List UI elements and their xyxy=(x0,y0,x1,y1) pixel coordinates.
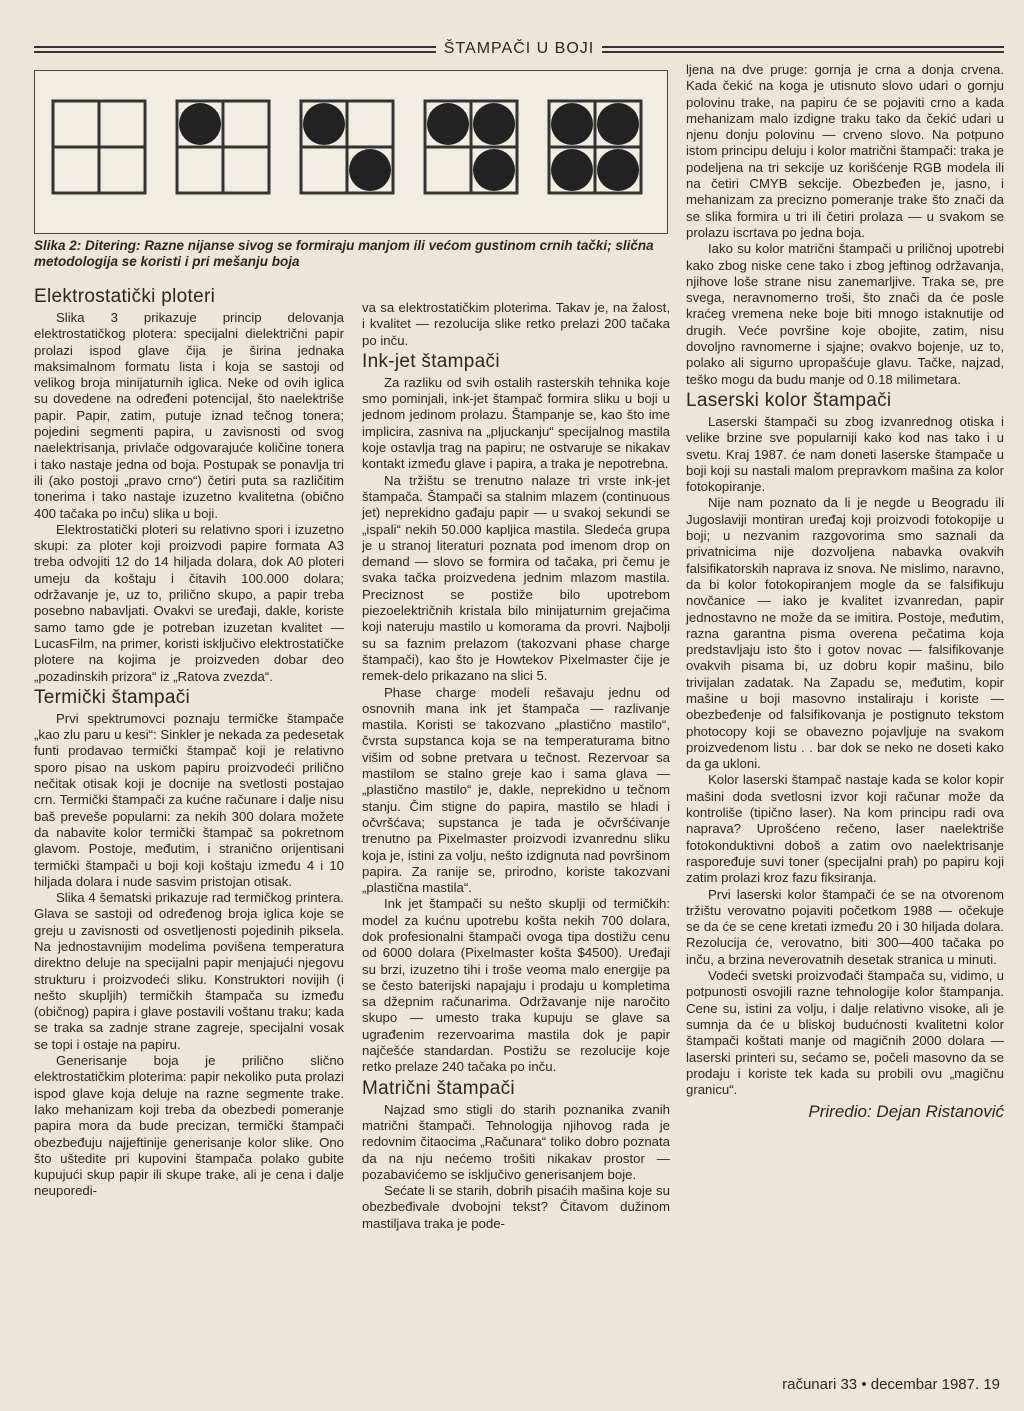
paragraph: Za razliku od svih ostalih rasterskih tehnika koje smo pominjali, ink-jet štampač formira sliku u boji u jednom jedinom prolazu. Štampanje se, kao što ime implicira, zasniva na „pljuckanju“ specijalnog mastila koje ostavlja trag na papiru; ne ostvaruje se nikakav kontakt između glave i papira, a traka je nepotrebna. xyxy=(362,374,670,472)
grid-cell xyxy=(53,101,99,147)
paragraph: va sa elektrostatičkim ploterima. Takav je, na žalost, i kvalitet — rezolucija slike retko prelazi 200 tačaka po inču. xyxy=(362,300,670,348)
paragraph: Na tržištu se trenutno nalaze tri vrste ink-jet štampača. Štampači sa stalnim mlazem (continuous jet) neprekidno gađaju papir — u svakoj sekundi se „ispali“ nekih 50.000 kapljica mastila. Sledeća grupa je u stranoj literaturi poznata pod imenom drop on demand — slovo se formira od tačaka, pri čemu je svaka tačka proizvedena jednim mlazom mastila. Preciznost se postiže bilo upotrebom piezoelektričnih kristala bilo minijaturnim grejačima koji nateruju mastilo u komorama da provri. Najbolji su sa faznim prelazom (takozvani phase charge štampači), kao što je Howtekov Pixelmaster čije je remek-delo prikazano na slici 5. xyxy=(362,472,670,684)
paragraph: Elektrostatički ploteri su relativno spori i izuzetno skupi: za ploter koji proizvodi papire formata A3 treba odvojiti 12 do 14 hiljada dolara, dok A0 ploteri umeju da koštaju i čitavih 100.000 dolara; održavanje je, uz to, prilično skupo, a papir treba posebno nabavljati. Ovakvi se uređaji, dakle, koriste samo tamo gde je potreban izuzetan kvalitet — LucasFilm, na primer, koristi isključivo elektrostatičke plotere na kojima je proizveden dobar deo „pozadinskih prizora“ iz „Ratova zvezda“. xyxy=(34,521,344,684)
paragraph: Slika 4 šematski prikazuje rad termičkog printera. Glava se sastoji od određenog broja iglica koje se greju u zavisnosti od osvetljenosti pojedinih piksela. Na jednostavnijim modelima povišena temperatura direktno deluje na specijalni papir menjajući njegovu strukturu i proizvodeći sliku. Konstruktori novijih (i nešto skupljih) termičkih štampača su između (običnog) papira i glave postavili voštanu traku; kada se traka sa zadnje strane zagreje, specijalni vosak se topi i ostaje na papiru. xyxy=(34,890,344,1052)
heading-matrix: Matrični štampači xyxy=(362,1077,515,1099)
paragraph: Prvi laserski kolor štampači će se na otvorenom tržištu verovatno pojaviti početkom 1988 — očekuje se da će se cene kretati između 20 i 30 hiljada dolara. Rezolucija će, verovatno, biti 300—400 tačaka po inču, a brzina neverovatnih desetak stranica u minuti. xyxy=(686,886,1004,967)
paragraph: Najzad smo stigli do starih poznanika zvanih matrični štampači. Tehnologija njihovog rada je redovnim čitaocima „Računara“ toliko dobro poznata da na nju nećemo trošiti nikakav prostor — pozabavićemo se isključivo generisanjem boje. xyxy=(362,1101,670,1182)
dither-dot xyxy=(349,149,391,191)
dither-grid xyxy=(301,101,393,193)
grid-cell xyxy=(301,147,347,193)
grid-cell xyxy=(223,147,269,193)
header-rule-right xyxy=(602,46,1004,53)
grid-cell xyxy=(99,101,145,147)
paragraph: Vodeći svetski proizvođači štampača su, vidimo, u potpunosti osvojili razne tehnologije kolor štampanja. Cene su, istini za volju, i dalje relativno visoke, ali je sumnja da će u bliskoj budućnosti kvalitetni kolor štampači koštati manje od magičnih 2000 dolara — laserski printeri su, sećamo se, počeli masovno da se prodaju i koriste tek kada su probili ovu „magičnu granicu“. xyxy=(686,968,1004,1098)
header-rule-left xyxy=(34,46,436,53)
dither-grid xyxy=(425,101,517,193)
paragraph: Prvi spektrumovci poznaju termičke štampače „kao zlu paru u kesi“: Sinkler je nekada za pedesetak funti prodavao termički štampač koji je relativno sporo pisao na uskom papiru proizvodeći prilično nečitak otisak koji je docnije na svetlosti postajao crn. Termički štampači za kućne računare i dalje nisu baš preveše popularni: za nekih 300 dolara možete da nabavite kolor termički štampač sa pokretnom glavom. Postoje, međutim, i stranično orijentisani termički štampači u boji koji koštaju između 4 i 10 hiljada dolara i nude sasvim pristojan otisak. xyxy=(34,710,344,889)
paragraph: Slika 3 prikazuje princip delovanja elektrostatičkog plotera: specijalni dielektrični papir prolazi ispod glave čija je širina jednaka maksimalnom formatu lista i koja se sastoji od velikog broja minijaturnih iglica. Neke od ovih iglica su dovedene na određeni potencijal, što naelektriše papir. Papir, zatim, putuje iznad tečnog tonera; pojedini segmenti papira, u zavisnosti od svog naelektrisanja, privlače odgovarajuće količine tonera i tako nastaje jedna od boja. Postupak se ponavlja tri ili (ako postoji „pravo crno“) četiri puta sa različitim tonerima i tako nastaje izuzetno kvalitetna (obično 400 tačaka po inču) slika u boji. xyxy=(34,310,344,521)
author-signature: Priredio: Dejan Ristanović xyxy=(808,1102,1004,1122)
dither-dot xyxy=(473,103,515,145)
paragraph: Kolor laserski štampač nastaje kada se kolor kopir mašini doda svetlosni izvor koji računar može da kontroliše (tipično laser). Na kom principu radi ova naprava? Uprošćeno rečeno, laser naelektriše fotokonduktivni doboš a zatim ovo naelektrisanje raspoređuje suvi toner (specijalni prah) po papiru koji zatim prolazi kroz fazu fiksiranja. xyxy=(686,772,1004,886)
grid-cell xyxy=(53,147,99,193)
section-title: ŠTAMPAČI U BOJI xyxy=(443,40,595,57)
grid-cell xyxy=(177,147,223,193)
column-1 xyxy=(34,284,344,1200)
dither-grid xyxy=(549,101,641,193)
page-footer: računari 33 • decembar 1987. 19 xyxy=(782,1376,1000,1393)
dither-dot xyxy=(427,103,469,145)
paragraph: Laserski štampači su zbog izvanrednog otiska i velike brzine sve popularniji kako kod nas tako i u svetu. Kraj 1987. će nam doneti laserske štampače u boji koji su nastali malom prepravkom mašina za kolor fotokopiranje. xyxy=(686,413,1004,495)
paragraph: ljena na dve pruge: gornja je crna a donja crvena. Kada čekić na koga je utisnuto slovo udari o gornju polovinu trake, na papiru će se pojaviti crno a kada mehanizam malo izdigne traku tako da čekić udari u njenu donju polovinu — crveno slovo. Na potpuno istom principu deluju i kolor matrični štampači: traka je podeljena na tri sekcije uz korišćenje RGB modela ili na četiri CMYB sekcije. Obezbeđen je, jasno, i mehanizam za precizno pomeranje trake što znači da se slika formira u tri ili četiri prolaza — u svakom se prolazu iscrtava po jedna boja. xyxy=(686,62,1004,240)
paragraph: Ink jet štampači su nešto skuplji od termičkih: model za kućnu upotrebu košta nekih 700 dolara, dok profesionalni štampači ovoga tipa dostižu cenu od 6000 dolara (Pixelmaster košta $4500). Uređaji su brzi, izuzetno tihi i troše veoma malo energije pa se često baterijski napajaju i prodaju u kompletima sa džepnim računarima. Održavanje nije naročito skupo — umesto traka kupuju se glave sa ugrađenim rezervoarima mastila dok je papir najčešće standardan. Postižu se rezolucije koje retko prelaze 240 tačaka po inču. xyxy=(362,896,670,1075)
dithering-figure xyxy=(34,70,668,234)
paragraph: Iako su kolor matrični štampači u priličnoj upotrebi kako zbog niske cene tako i zbog jeftinog održavanja, njihove loše strane nisu zanemarljive. Traka se, pre svega, neravnomerno troši, što znači da će posle kraćeg vremena neke boje biti mnogo istaknutije od drugih. Veće površine koje obojite, zatim, nisu dovoljno ravnomerne i sjajne; ovakvo bojenje, uz to, polako ali sigurno upropašćuje glavu. Tačke, najzad, teško mogu da budu manje od 0.18 milimetara. xyxy=(686,241,1004,387)
grid-cell xyxy=(425,147,471,193)
dither-dot xyxy=(551,149,593,191)
dither-grid xyxy=(177,101,269,193)
column-2 xyxy=(362,300,670,1232)
grid-cell xyxy=(347,101,393,147)
dither-dot xyxy=(303,103,345,145)
paragraph: Sećate li se starih, dobrih pisaćih mašina koje su obezbeđivale dvobojni tekst? Čitavom dužinom mastiljava traka je pode- xyxy=(362,1183,670,1231)
dithering-grids xyxy=(35,71,667,233)
paragraph: Phase charge modeli rešavaju jednu od osnovnih mana ink jet štampača — razlivanje mastila. Koristi se takozvano „plastično mastilo“, čvrsta supstanca koja se na temperaturama bitno višim od sobne pretvara u tečnost. Rezervoar sa mastilom se stalno greje kao i sama glava — „plastično mastilo“ je, dakle, neprekidno u tečnom stanju. Čim stigne do papira, mastilo se hladi i očvršćava; supstanca je tada je očvršćivanje trenutno pa Pixelmaster proizvodi izvanrednu sliku koja je, istini za volju, nešto izdignuta nad površinom papira. Za ranije se, prirodno, koriste takozvani „plastična mastila“. xyxy=(362,684,670,896)
dither-dot xyxy=(473,149,515,191)
figure-caption: Slika 2: Ditering: Razne nijanse sivog se formiraju manjom ili većom gustinom crnih tački; slična metodologija se koristi i pri mešanju boja xyxy=(34,238,654,269)
dither-dot xyxy=(597,149,639,191)
grid-cell xyxy=(99,147,145,193)
dither-dot xyxy=(551,103,593,145)
column-3 xyxy=(686,62,1004,1121)
dither-dot xyxy=(597,103,639,145)
heading-laser: Laserski kolor štampači xyxy=(686,389,892,411)
dither-dot xyxy=(179,103,221,145)
heading-electrostatic: Elektrostatički ploteri xyxy=(34,286,216,307)
grid-cell xyxy=(223,101,269,147)
paragraph: Generisanje boja je prilično slično elektrostatičkim ploterima: papir nekoliko puta prolazi ispod glave koja deluje na razne segmente trake. Iako mehanizam koji treba da obezbedi pomeranje papira mora da bude precizan, termički štampači obezbeđuju najjeftinije generisanje kolor slike. Ono što uštedite pri kupovini štampača polako gubite kupujući skup papir ili skupe trake, ali je cena i dalje neuporedi- xyxy=(34,1053,344,1199)
dither-grid xyxy=(53,101,145,193)
section-header xyxy=(34,38,1004,60)
heading-inkjet: Ink-jet štampači xyxy=(362,350,500,372)
heading-thermal: Termički štampači xyxy=(34,686,191,708)
paragraph: Nije nam poznato da li je negde u Beogradu ili Jugoslaviji montiran uređaj koji proizvodi fotokopije u boji; u nezvanim razgovorima smo saznali da privatnicima nije dozvoljena nabavka ovakvih falsifikatorskih naprava iz snova. Ne mislimo, naravno, da bi kolor fotokopiranjem mogle da se falsifikuju novčanice — iako je kvalitet izvanredan, papir jednostavno ne može da se imitira. Postoje, međutim, razna garantna pisma overena pečatima koja predstavljaju isto što i gotov novac — falsifikovanje ovakvih pisama bi, uz dobru kopir mašinu, bilo trivijalan zadatak. Na Zapadu se, međutim, kopir mašine u boji masovno instaliraju i koriste — obezbeđenje od falsifikovanja je postignuto tekstom photocopy koji se obavezno pojavljuje na svakom proizvedenom listu . . bar dok se neko ne doseti kako da ga ukloni. xyxy=(686,495,1004,772)
